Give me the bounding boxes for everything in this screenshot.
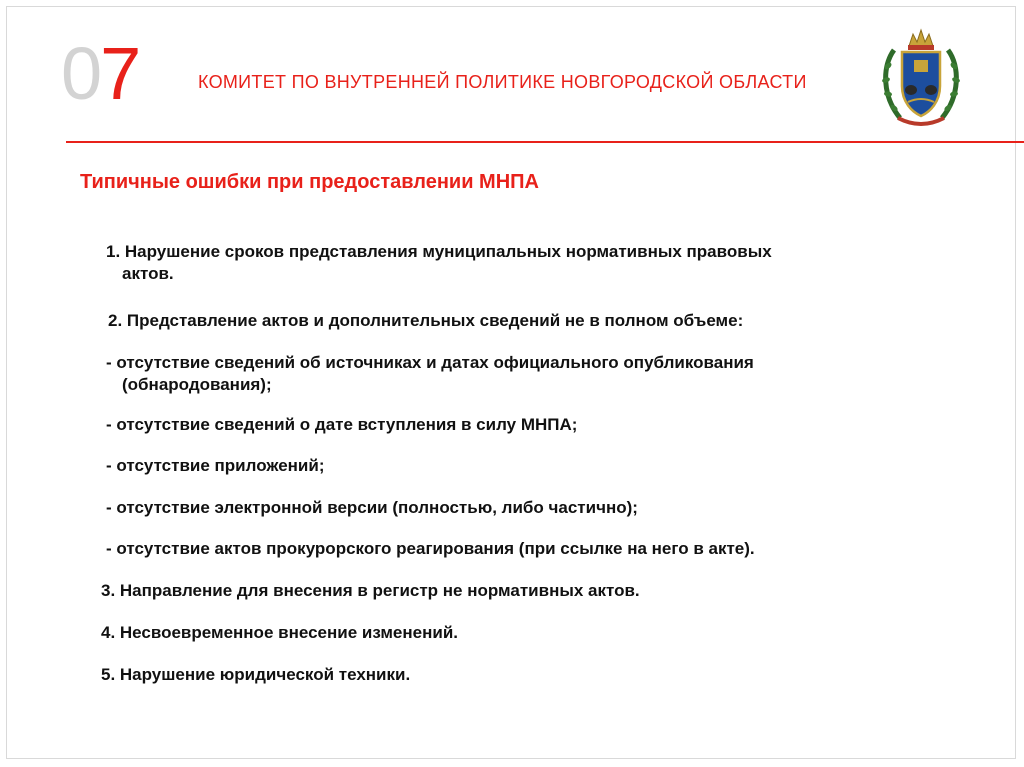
list-item-text: - отсутствие сведений об источниках и датах официального опубликования xyxy=(106,353,754,372)
slide-number-zero: 0 xyxy=(61,32,101,115)
list-item-text: 5. Нарушение юридической техники. xyxy=(101,665,411,684)
list-item-text: - отсутствие актов прокурорского реагирования (при ссылке на него в акте). xyxy=(106,539,755,558)
list-item xyxy=(106,497,638,519)
list-item xyxy=(108,310,743,332)
list-item xyxy=(106,455,324,477)
slide-number-seven: 7 xyxy=(100,32,140,115)
committee-title: КОМИТЕТ ПО ВНУТРЕННЕЙ ПОЛИТИКЕ НОВГОРОДСКОЙ ОБЛАСТИ xyxy=(198,72,807,92)
section-heading: Типичные ошибки при предоставлении МНПА xyxy=(80,171,539,193)
list-item xyxy=(101,664,410,686)
list-item-text: - отсутствие приложений; xyxy=(106,456,325,475)
list-item xyxy=(101,622,458,644)
list-item xyxy=(106,352,754,396)
list-item-continuation: актов. xyxy=(122,264,174,283)
list-item-text: 3. Направление для внесения в регистр не нормативных актов. xyxy=(101,581,640,600)
list-item xyxy=(106,241,772,285)
list-item-text: - отсутствие электронной версии (полностью, либо частично); xyxy=(106,498,638,517)
list-item-text: 1. Нарушение сроков представления муниципальных нормативных правовых xyxy=(106,242,772,261)
list-item-continuation: (обнародования); xyxy=(122,375,272,394)
list-item-text: 2. Представление актов и дополнительных сведений не в полном объеме: xyxy=(108,311,744,330)
list-item-text: - отсутствие сведений о дате вступления в силу МНПА; xyxy=(106,415,578,434)
list-item xyxy=(106,538,755,560)
list-item-text: 4. Несвоевременное внесение изменений. xyxy=(101,623,458,642)
list-item xyxy=(106,414,577,436)
list-item xyxy=(101,580,640,602)
